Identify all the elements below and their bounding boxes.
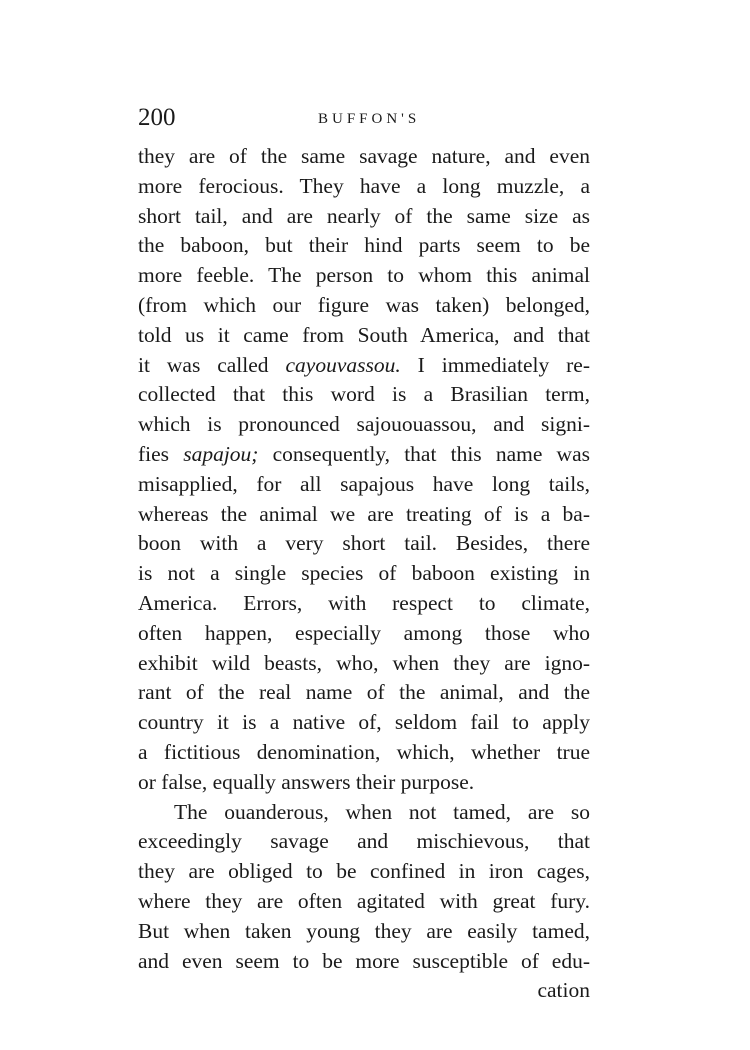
text-line: exceedingly savage and mischievous, that <box>138 829 590 854</box>
text-line: country it is a native of, seldom fail to apply <box>138 710 590 735</box>
text-line: and even seem to be more susceptible of edu- <box>138 948 590 973</box>
text-line: told us it came from South America, and that <box>138 322 590 347</box>
text-line: is not a single species of baboon existing in <box>138 561 590 586</box>
page-header <box>138 100 598 136</box>
text-line: a fictitious denomination, which, whether true <box>138 739 590 764</box>
text-line: they are of the same savage nature, and even <box>138 144 590 168</box>
text-line: misapplied, for all sapajous have long tails, <box>138 471 590 496</box>
text-line: short tail, and are nearly of the same size as <box>138 203 590 228</box>
text-line: collected that this word is a Brasilian term, <box>138 382 590 407</box>
text-line: rant of the real name of the animal, and the <box>138 680 590 705</box>
text-line: often happen, especially among those who <box>138 620 590 645</box>
text-line: But when taken young they are easily tamed, <box>138 918 590 943</box>
text-line: they are obliged to be confined in iron cages, <box>138 859 590 884</box>
text-line: which is pronounced sajououassou, and signi- <box>138 412 590 437</box>
text-line: boon with a very short tail. Besides, there <box>138 531 590 556</box>
text-line: it was called cayouvassou. I immediately re- <box>138 352 590 377</box>
page-number: 200 <box>138 104 176 131</box>
text-line: (from which our figure was taken) belonged, <box>138 292 590 317</box>
text-line: fies sapajou; consequently, that this name was <box>138 441 590 466</box>
text-line: the baboon, but their hind parts seem to be <box>138 233 590 258</box>
catchword: cation <box>537 978 590 1003</box>
text-line: America. Errors, with respect to climate, <box>138 590 590 615</box>
text-line: more feeble. The person to whom this animal <box>138 263 590 288</box>
paragraph-end-line: or false, equally answers their purpose. <box>138 769 475 794</box>
italic-term: sapajou; <box>183 441 259 466</box>
text-line: more ferocious. They have a long muzzle, a <box>138 173 590 198</box>
italic-term: cayouvassou. <box>285 352 401 377</box>
body-text <box>138 142 590 1006</box>
paragraph-start-line: The ouanderous, when not tamed, are so <box>174 799 590 824</box>
text-line: where they are often agitated with great fury. <box>138 888 590 913</box>
text-line: whereas the animal we are treating of is a ba- <box>138 501 590 526</box>
text-line: exhibit wild beasts, who, when they are igno- <box>138 650 590 675</box>
running-head: BUFFON'S <box>318 111 421 127</box>
